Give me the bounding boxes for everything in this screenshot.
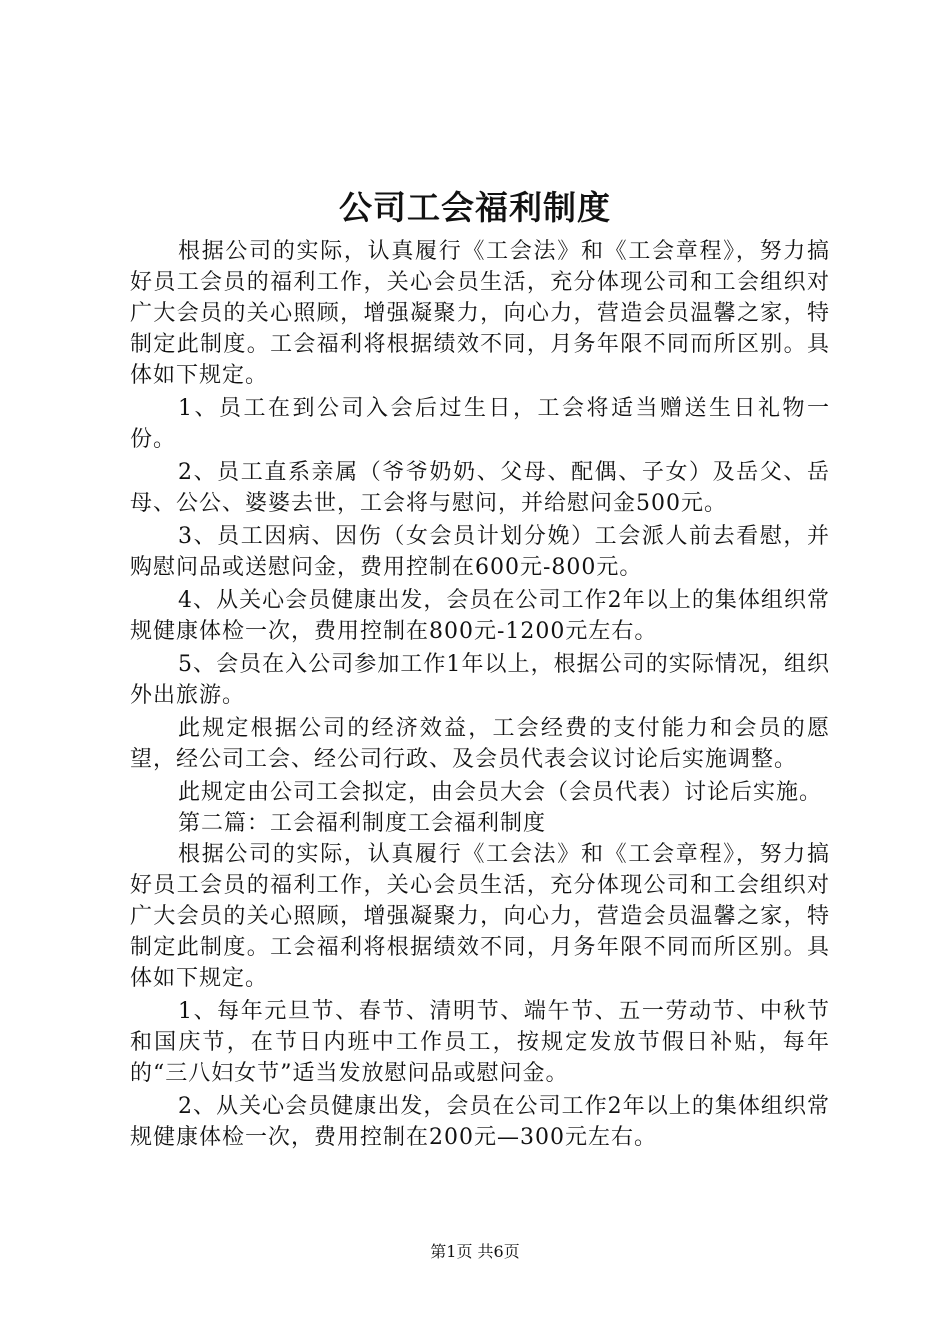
rule-item-3: 3、员工因病、因伤（女会员计划分娩）工会派人前去看慰，并购慰问品或送慰问金，费用控制在600元-800元。	[130, 524, 830, 580]
section-two-item-2: 2、从关心会员健康出发，会员在公司工作2年以上的集体组织常规健康体检一次，费用控制在200元—300元左右。	[130, 1094, 830, 1150]
rule-item-4: 4、从关心会员健康出发，会员在公司工作2年以上的集体组织常规健康体检一次，费用控制在800元-1200元左右。	[130, 588, 830, 644]
rule-item-2: 2、员工直系亲属（爷爷奶奶、父母、配偶、子女）及岳父、岳母、公公、婆婆去世，工会将与慰问，并给慰问金500元。	[130, 460, 830, 516]
section-two-intro: 根据公司的实际，认真履行《工会法》和《工会章程》，努力搞好员工会员的福利工作，关心会员生活，充分体现公司和工会组织对广大会员的关心照顾，增强凝聚力，向心力，营造会员温馨之家，特制定此制度。工会福利将根据绩效不同，月务年限不同而所区别。具体如下规定。	[130, 842, 830, 991]
rule-item-5: 5、会员在入公司参加工作1年以上，根据公司的实际情况，组织外出旅游。	[130, 652, 830, 708]
adjustment-paragraph: 此规定根据公司的经济效益，工会经费的支付能力和会员的愿望，经公司工会、经公司行政、及会员代表会议讨论后实施调整。	[130, 716, 830, 772]
approval-paragraph: 此规定由公司工会拟定，由会员大会（会员代表）讨论后实施。	[178, 780, 823, 805]
document-body	[130, 236, 830, 1153]
section-two-item-1: 1、每年元旦节、春节、清明节、端午节、五一劳动节、中秋节和国庆节，在节日内班中工作员工，按规定发放节假日补贴，每年的“三八妇女节”适当发放慰问品或慰问金。	[130, 999, 830, 1086]
rule-item-1: 1、员工在到公司入会后过生日，工会将适当赠送生日礼物一份。	[130, 396, 830, 452]
page-footer: 第1页 共6页	[430, 1242, 520, 1261]
intro-paragraph: 根据公司的实际，认真履行《工会法》和《工会章程》，努力搞好员工会员的福利工作，关心会员生活，充分体现公司和工会组织对广大会员的关心照顾，增强凝聚力，向心力，营造会员温馨之家，特制定此制度。工会福利将根据绩效不同，月务年限不同而所区别。具体如下规定。	[130, 239, 830, 388]
document-title: 公司工会福利制度	[339, 188, 611, 227]
section-two-heading: 第二篇：工会福利制度工会福利制度	[178, 811, 547, 836]
